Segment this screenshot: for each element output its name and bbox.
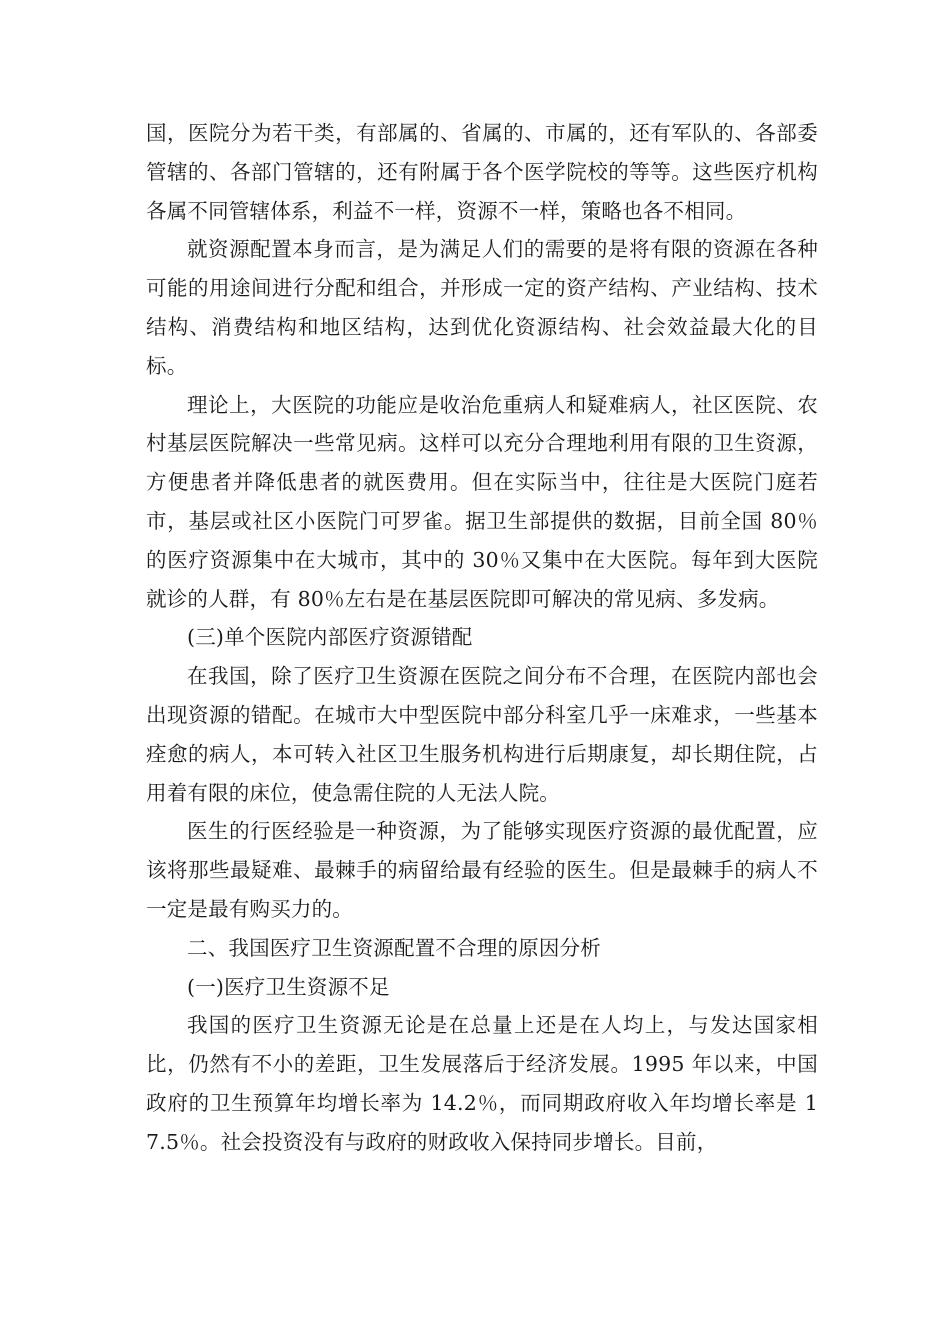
section-heading-insufficient-resources: (一)医疗卫生资源不足 xyxy=(187,974,390,999)
paragraph-insufficient-resources: 我国的医疗卫生资源无论是在总量上还是在人均上，与发达国家相比，仍然有不小的差距，卫生发展落后于经济发展。1995 年以来，中国政府的卫生预算年均增长率为 14.2％，而同期政府收入年均增长率是 17.5％。社会投资没有与政府的财政收入保持同步增长。目前， xyxy=(146,1013,818,1154)
document-body xyxy=(146,114,818,1162)
paragraph-doctor-experience: 医生的行医经验是一种资源，为了能够实现医疗资源的最优配置，应该将那些最疑难、最棘手的病留给最有经验的医生。但是最棘手的病人不一定是最有购买力的。 xyxy=(146,819,818,921)
paragraph-hospital-types: 国，医院分为若干类，有部属的、省属的、市属的，还有军队的、各部委管辖的、各部门管辖的，还有附属于各个医学院校的等等。这些医疗机构各属不同管辖体系，利益不一样，资源不一样，策略也各不相同。 xyxy=(146,121,818,223)
section-heading-internal-misallocation: (三)单个医院内部医疗资源错配 xyxy=(187,625,473,650)
paragraph-large-hospital-function: 理论上，大医院的功能应是收治危重病人和疑难病人，社区医院、农村基层医院解决一些常见病。这样可以充分合理地利用有限的卫生资源，方便患者并降低患者的就医费用。但在实际当中，往往是大医院门庭若市，基层或社区小医院门可罗雀。据卫生部提供的数据，目前全国 80％的医疗资源集中在大城市，其中的 30％又集中在大医院。每年到大医院就诊的人群，有 80％左右是在基层医院即可解决的常见病、多发病。 xyxy=(146,392,818,611)
paragraph-internal-misallocation: 在我国，除了医疗卫生资源在医院之间分布不合理，在医院内部也会出现资源的错配。在城市大中型医院中部分科室几乎一床难求，一些基本痊愈的病人，本可转入社区卫生服务机构进行后期康复，却长期住院，占用着有限的床位，使急需住院的人无法人院。 xyxy=(146,664,818,805)
section-heading-cause-analysis: 二、我国医疗卫生资源配置不合理的原因分析 xyxy=(187,935,601,960)
paragraph-resource-allocation-definition: 就资源配置本身而言，是为满足人们的需要的是将有限的资源在各种可能的用途间进行分配和组合，并形成一定的资产结构、产业结构、技术结构、消费结构和地区结构，达到优化资源结构、社会效益最大化的目标。 xyxy=(146,237,818,378)
